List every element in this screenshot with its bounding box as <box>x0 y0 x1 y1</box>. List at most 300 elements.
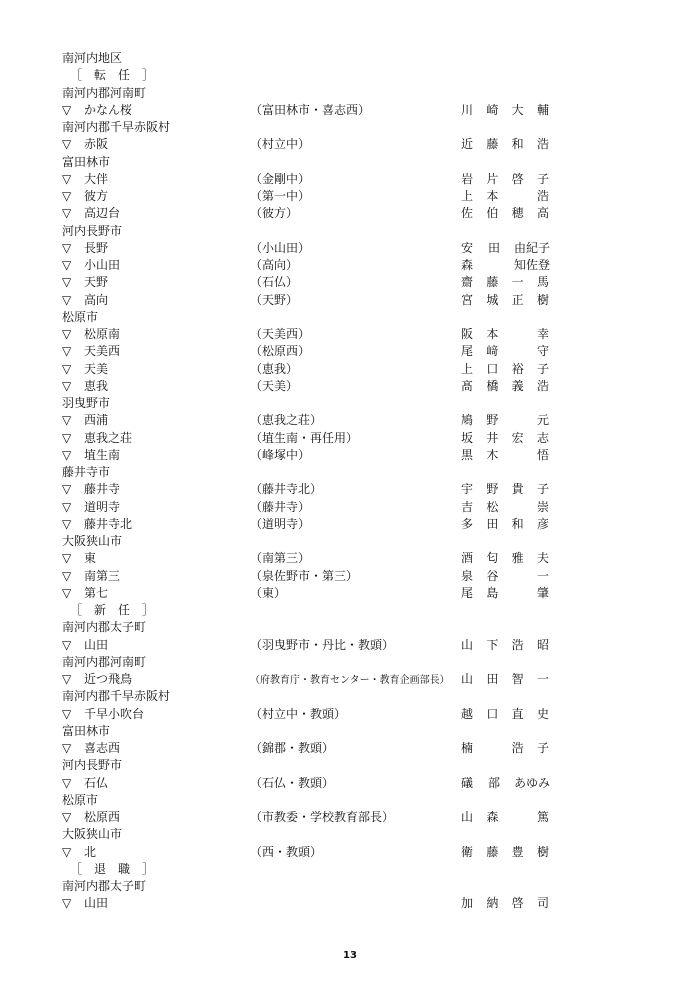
name-char <box>485 740 499 757</box>
entry-row <box>62 361 622 378</box>
school-name: 松原南 <box>84 327 121 341</box>
triangle-marker-icon: ▽ <box>62 551 72 566</box>
school-name: 西浦 <box>84 413 109 428</box>
previous-post: （石仏） <box>250 275 299 290</box>
triangle-marker-icon: ▽ <box>62 189 72 203</box>
name-char: 本 <box>486 327 499 341</box>
name-char: 藤 <box>486 137 499 152</box>
name-char: 悟 <box>536 447 549 462</box>
district-heading: 南河内郡太子町 <box>62 879 147 893</box>
school-name: かなん桜 <box>84 102 133 117</box>
triangle-marker-icon: ▽ <box>62 378 72 393</box>
entry-row <box>62 516 622 533</box>
name-char: 酒 <box>460 551 473 566</box>
entry-row <box>62 809 622 826</box>
name-char <box>511 447 525 464</box>
name-char: 雅 <box>511 551 524 566</box>
district-heading: 松原市 <box>62 792 99 807</box>
district-heading: 藤井寺市 <box>62 465 111 479</box>
name-char: 穂 <box>511 206 524 221</box>
previous-post: （道明寺） <box>250 516 311 531</box>
previous-post: （埴生南・再任用） <box>250 430 359 445</box>
triangle-marker-icon: ▽ <box>62 637 72 652</box>
name-char: 部 <box>487 775 500 790</box>
triangle-marker-icon: ▽ <box>62 361 72 376</box>
name-char: 子 <box>536 361 549 376</box>
name-char: 森 <box>486 810 499 824</box>
name-char: 尾 <box>460 344 473 359</box>
person-name <box>460 447 550 464</box>
district-heading: 南河内郡千早赤阪村 <box>62 689 171 704</box>
person-name <box>460 205 550 222</box>
previous-post: （天野） <box>250 292 299 307</box>
previous-post: （西・教頭） <box>250 844 323 859</box>
name-char: 樹 <box>536 844 549 859</box>
school-name: 東 <box>84 551 97 566</box>
triangle-marker-icon: ▽ <box>62 447 72 462</box>
school-name: 道明寺 <box>84 499 121 514</box>
entry-row <box>62 240 622 257</box>
name-char: 宮 <box>460 292 473 307</box>
triangle-marker-icon: ▽ <box>62 206 72 221</box>
name-char: 伯 <box>486 206 499 221</box>
triangle-marker-icon: ▽ <box>62 137 72 152</box>
person-name <box>460 671 550 688</box>
person-name <box>460 499 550 516</box>
person-name <box>460 895 550 912</box>
entry-row <box>62 257 622 274</box>
section-heading: ［ 退 職 ］ <box>70 861 155 876</box>
previous-post: （藤井寺北） <box>250 482 323 497</box>
entry-row <box>62 205 622 222</box>
person-name <box>460 568 550 585</box>
school-name: 千早小吹台 <box>84 706 145 721</box>
school-name: 恵我之荘 <box>84 430 133 445</box>
name-char: 坂 <box>460 430 473 445</box>
name-char: 口 <box>486 361 499 376</box>
name-char: 元 <box>536 413 549 428</box>
name-char: 匂 <box>486 551 499 566</box>
name-char: 楠 <box>460 741 473 755</box>
triangle-marker-icon: ▽ <box>62 844 72 859</box>
district-heading: 大阪狭山市 <box>62 534 123 548</box>
entry-row <box>62 412 622 429</box>
person-name <box>460 585 550 602</box>
name-char: 礒 <box>460 775 473 790</box>
entry-row <box>62 499 622 516</box>
name-char: 本 <box>486 189 499 203</box>
school-name: 近つ飛鳥 <box>84 672 133 686</box>
school-name: 赤阪 <box>84 137 109 152</box>
school-name: 恵我 <box>84 378 109 393</box>
name-char: 智 <box>511 672 524 686</box>
name-char: 下 <box>486 637 499 652</box>
name-char: 和 <box>511 137 524 152</box>
entry-row <box>62 740 622 757</box>
entry-row <box>62 171 622 188</box>
triangle-marker-icon: ▽ <box>62 499 72 514</box>
name-char: 加 <box>460 896 473 911</box>
name-char: 﨑 <box>486 344 499 359</box>
person-name <box>460 171 550 188</box>
name-char: 川 <box>460 102 473 117</box>
person-name <box>460 257 550 274</box>
entry-row <box>62 274 622 291</box>
entry-row <box>62 102 622 119</box>
previous-post: （天美） <box>250 378 299 393</box>
triangle-marker-icon: ▽ <box>62 292 72 307</box>
entry-row <box>62 550 622 567</box>
name-char: 黒 <box>460 447 473 462</box>
name-char <box>511 188 525 205</box>
person-name <box>460 188 550 205</box>
person-name <box>460 430 550 447</box>
section-row <box>62 67 622 84</box>
name-char: 浩 <box>536 378 549 393</box>
district-row <box>62 119 622 136</box>
name-char: 岩 <box>460 171 473 186</box>
triangle-marker-icon: ▽ <box>62 585 72 600</box>
person-name <box>460 809 550 826</box>
person-name <box>460 102 550 119</box>
name-char: 上 <box>460 361 473 376</box>
entry-row <box>62 326 622 343</box>
name-char: 山 <box>460 637 473 652</box>
triangle-marker-icon: ▽ <box>62 430 72 445</box>
district-heading: 河内長野市 <box>62 758 123 773</box>
triangle-marker-icon: ▽ <box>62 775 72 790</box>
previous-post: （羽曳野市・丹比・教頭） <box>250 637 395 652</box>
entry-row <box>62 706 622 723</box>
name-char: 多 <box>460 516 473 531</box>
name-char: あゆみ <box>513 775 550 790</box>
district-row <box>62 223 622 240</box>
entry-row <box>62 430 622 447</box>
previous-post: （峰塚中） <box>250 447 311 462</box>
person-name <box>460 481 550 498</box>
name-char: 大 <box>511 102 524 117</box>
previous-post: （村立中・教頭） <box>250 706 347 721</box>
name-char: 近 <box>460 137 473 152</box>
name-char: 宇 <box>460 482 473 497</box>
name-char: 史 <box>536 706 549 721</box>
name-char: 幸 <box>536 327 549 341</box>
school-name: 山田 <box>84 637 109 652</box>
school-name: 松原西 <box>84 810 121 824</box>
name-char: 由紀子 <box>513 240 550 255</box>
district-row <box>62 50 622 67</box>
name-char: 一 <box>511 275 524 290</box>
person-name <box>460 844 550 861</box>
district-heading: 富田林市 <box>62 154 111 169</box>
name-char: 崎 <box>486 102 499 117</box>
triangle-marker-icon: ▽ <box>62 810 72 824</box>
name-char: 上 <box>460 189 473 203</box>
district-heading: 河内長野市 <box>62 223 123 238</box>
name-char: 阪 <box>460 327 473 341</box>
name-char: 吉 <box>460 499 473 514</box>
previous-post: （石仏・教頭） <box>250 775 335 790</box>
school-name: 天美 <box>84 361 109 376</box>
triangle-marker-icon: ▽ <box>62 344 72 359</box>
district-row <box>62 792 622 809</box>
district-row <box>62 533 622 550</box>
previous-post: （松原西） <box>250 344 311 359</box>
name-char: 一 <box>536 568 549 583</box>
entry-row <box>62 895 622 912</box>
person-name <box>460 326 550 343</box>
entry-row <box>62 637 622 654</box>
person-name <box>460 412 550 429</box>
school-name: 第七 <box>84 585 109 600</box>
school-name: 高辺台 <box>84 206 121 221</box>
district-heading: 南河内地区 <box>62 51 123 65</box>
name-char <box>487 257 501 274</box>
name-char: 和 <box>511 516 524 531</box>
person-name <box>460 550 550 567</box>
school-name: 天野 <box>84 275 109 290</box>
name-char: 高 <box>536 206 549 221</box>
person-name <box>460 136 550 153</box>
triangle-marker-icon: ▽ <box>62 258 72 272</box>
name-char: 髙 <box>460 378 473 393</box>
person-name <box>460 274 550 291</box>
district-row <box>62 619 622 636</box>
section-heading: ［ 新 任 ］ <box>70 603 155 617</box>
school-name: 天美西 <box>84 344 121 359</box>
person-name <box>460 706 550 723</box>
previous-post: （第一中） <box>250 189 311 203</box>
name-char: 直 <box>511 706 524 721</box>
previous-post: （府教育庁・教育センター・教育企画部長） <box>250 675 450 686</box>
district-heading: 南河内郡千早赤阪村 <box>62 120 171 134</box>
name-char: 浩 <box>536 189 549 203</box>
previous-post: （富田林市・喜志西） <box>250 102 371 117</box>
school-name: 藤井寺北 <box>84 516 133 531</box>
district-row <box>62 878 622 895</box>
person-name <box>460 740 550 757</box>
name-char: 片 <box>486 171 499 186</box>
district-row <box>62 85 622 102</box>
person-name <box>460 343 550 360</box>
name-char: 衛 <box>460 844 473 859</box>
name-char: 松 <box>486 499 499 514</box>
district-row <box>62 826 622 843</box>
previous-post: （天美西） <box>250 327 311 341</box>
triangle-marker-icon: ▽ <box>62 516 72 531</box>
previous-post: （錦郡・教頭） <box>250 741 335 755</box>
name-char: 子 <box>536 171 549 186</box>
entry-row <box>62 568 622 585</box>
district-row <box>62 154 622 171</box>
entry-row <box>62 481 622 498</box>
name-char: 口 <box>486 706 499 721</box>
school-name: 喜志西 <box>84 741 121 755</box>
person-name <box>460 361 550 378</box>
section-row <box>62 861 622 878</box>
name-char: 守 <box>536 344 549 359</box>
name-char: 山 <box>460 672 473 686</box>
previous-post: （東） <box>250 585 287 600</box>
name-char: 藤 <box>486 275 499 290</box>
entry-row <box>62 292 622 309</box>
name-char: 佐 <box>460 206 473 221</box>
name-char: 野 <box>486 413 499 428</box>
district-row <box>62 395 622 412</box>
name-char: 子 <box>536 741 549 755</box>
previous-post: （金剛中） <box>250 171 311 186</box>
triangle-marker-icon: ▽ <box>62 741 72 755</box>
name-char: 尾 <box>460 585 473 600</box>
triangle-marker-icon: ▽ <box>62 568 72 583</box>
triangle-marker-icon: ▽ <box>62 672 72 686</box>
name-char: 裕 <box>511 361 524 376</box>
name-char: 豊 <box>511 844 524 859</box>
name-char <box>511 809 525 826</box>
name-char: 浩 <box>511 637 524 652</box>
triangle-marker-icon: ▽ <box>62 102 72 117</box>
name-char: 島 <box>486 585 499 600</box>
person-name <box>460 775 550 792</box>
district-heading: 富田林市 <box>62 723 111 738</box>
name-char: 崇 <box>536 499 549 514</box>
person-name <box>460 292 550 309</box>
person-name <box>460 637 550 654</box>
triangle-marker-icon: ▽ <box>62 482 72 497</box>
school-name: 北 <box>84 844 97 859</box>
name-char <box>511 412 525 429</box>
district-row <box>62 723 622 740</box>
name-char <box>511 326 525 343</box>
triangle-marker-icon: ▽ <box>62 896 72 911</box>
district-heading: 南河内郡河南町 <box>62 654 147 669</box>
name-char: 啓 <box>511 171 524 186</box>
previous-post: （高向） <box>250 258 299 272</box>
school-name: 高向 <box>84 292 109 307</box>
school-name: 山田 <box>84 896 109 911</box>
name-char <box>511 499 525 516</box>
previous-post: （泉佐野市・第三） <box>250 568 359 583</box>
school-name: 長野 <box>84 240 109 255</box>
name-char: 田 <box>486 516 499 531</box>
name-char: 宏 <box>511 430 524 445</box>
school-name: 大伴 <box>84 171 109 186</box>
district-row <box>62 309 622 326</box>
name-char: 啓 <box>511 896 524 911</box>
triangle-marker-icon: ▽ <box>62 327 72 341</box>
entry-row <box>62 136 622 153</box>
school-name: 石仏 <box>84 775 109 790</box>
name-char: 知佐登 <box>513 258 550 272</box>
name-char: 城 <box>486 292 499 307</box>
entry-row <box>62 585 622 602</box>
triangle-marker-icon: ▽ <box>62 275 72 290</box>
name-char: 昭 <box>536 637 549 652</box>
name-char: 藤 <box>486 844 499 859</box>
name-char: 彦 <box>536 516 549 531</box>
name-char <box>511 343 525 360</box>
entry-row <box>62 188 622 205</box>
section-row <box>62 602 622 619</box>
previous-post: （恵我） <box>250 361 299 376</box>
name-char: 浩 <box>536 137 549 152</box>
district-heading: 大阪狭山市 <box>62 827 123 842</box>
previous-post: （市教委・学校教育部長） <box>250 810 395 824</box>
name-char: 田 <box>486 672 499 686</box>
district-heading: 羽曳野市 <box>62 396 111 410</box>
district-row <box>62 757 622 774</box>
name-char: 森 <box>460 258 473 272</box>
page-number: 13 <box>343 950 357 961</box>
name-char: 野 <box>486 482 499 497</box>
entry-row <box>62 844 622 861</box>
previous-post: （恵我之荘） <box>250 413 323 428</box>
name-char: 山 <box>460 810 473 824</box>
name-char <box>511 585 525 602</box>
school-name: 藤井寺 <box>84 482 121 497</box>
triangle-marker-icon: ▽ <box>62 171 72 186</box>
name-char: 夫 <box>536 551 549 566</box>
previous-post: （南第三） <box>250 551 311 566</box>
name-char: 橋 <box>486 378 499 393</box>
triangle-marker-icon: ▽ <box>62 706 72 721</box>
name-char: 義 <box>511 378 524 393</box>
previous-post: （小山田） <box>250 240 311 255</box>
name-char: 泉 <box>460 568 473 583</box>
name-char <box>511 568 525 585</box>
name-char: 納 <box>486 896 499 911</box>
name-char: 肇 <box>536 585 549 600</box>
district-row <box>62 464 622 481</box>
entry-row <box>62 343 622 360</box>
name-char: 齋 <box>460 275 473 290</box>
name-char: 子 <box>536 482 549 497</box>
person-name <box>460 378 550 395</box>
entry-row <box>62 775 622 792</box>
name-char: 司 <box>536 896 549 911</box>
name-char: 篤 <box>536 810 549 824</box>
name-char: 貴 <box>511 482 524 497</box>
name-char: 馬 <box>536 275 549 290</box>
entry-row <box>62 378 622 395</box>
previous-post: （藤井寺） <box>250 499 311 514</box>
school-name: 彼方 <box>84 189 109 203</box>
school-name: 南第三 <box>84 568 121 583</box>
section-heading: ［ 転 任 ］ <box>70 68 155 83</box>
entry-row <box>62 447 622 464</box>
person-name <box>460 516 550 533</box>
name-char: 輔 <box>536 102 549 117</box>
name-char: 樹 <box>536 292 549 307</box>
school-name: 埴生南 <box>84 447 121 462</box>
district-heading: 松原市 <box>62 309 99 324</box>
district-heading: 南河内郡太子町 <box>62 620 147 635</box>
district-row <box>62 654 622 671</box>
name-char: 浩 <box>511 741 524 755</box>
entry-row <box>62 671 622 688</box>
name-char: 谷 <box>486 568 499 583</box>
district-row <box>62 688 622 705</box>
name-char: 越 <box>460 706 473 721</box>
name-char: 田 <box>487 240 500 255</box>
district-heading: 南河内郡河南町 <box>62 85 147 100</box>
name-char: 鳩 <box>460 413 473 428</box>
previous-post: （村立中） <box>250 137 311 152</box>
name-char: 一 <box>536 672 549 686</box>
person-name <box>460 240 550 257</box>
name-char: 木 <box>486 447 499 462</box>
name-char: 志 <box>536 430 549 445</box>
